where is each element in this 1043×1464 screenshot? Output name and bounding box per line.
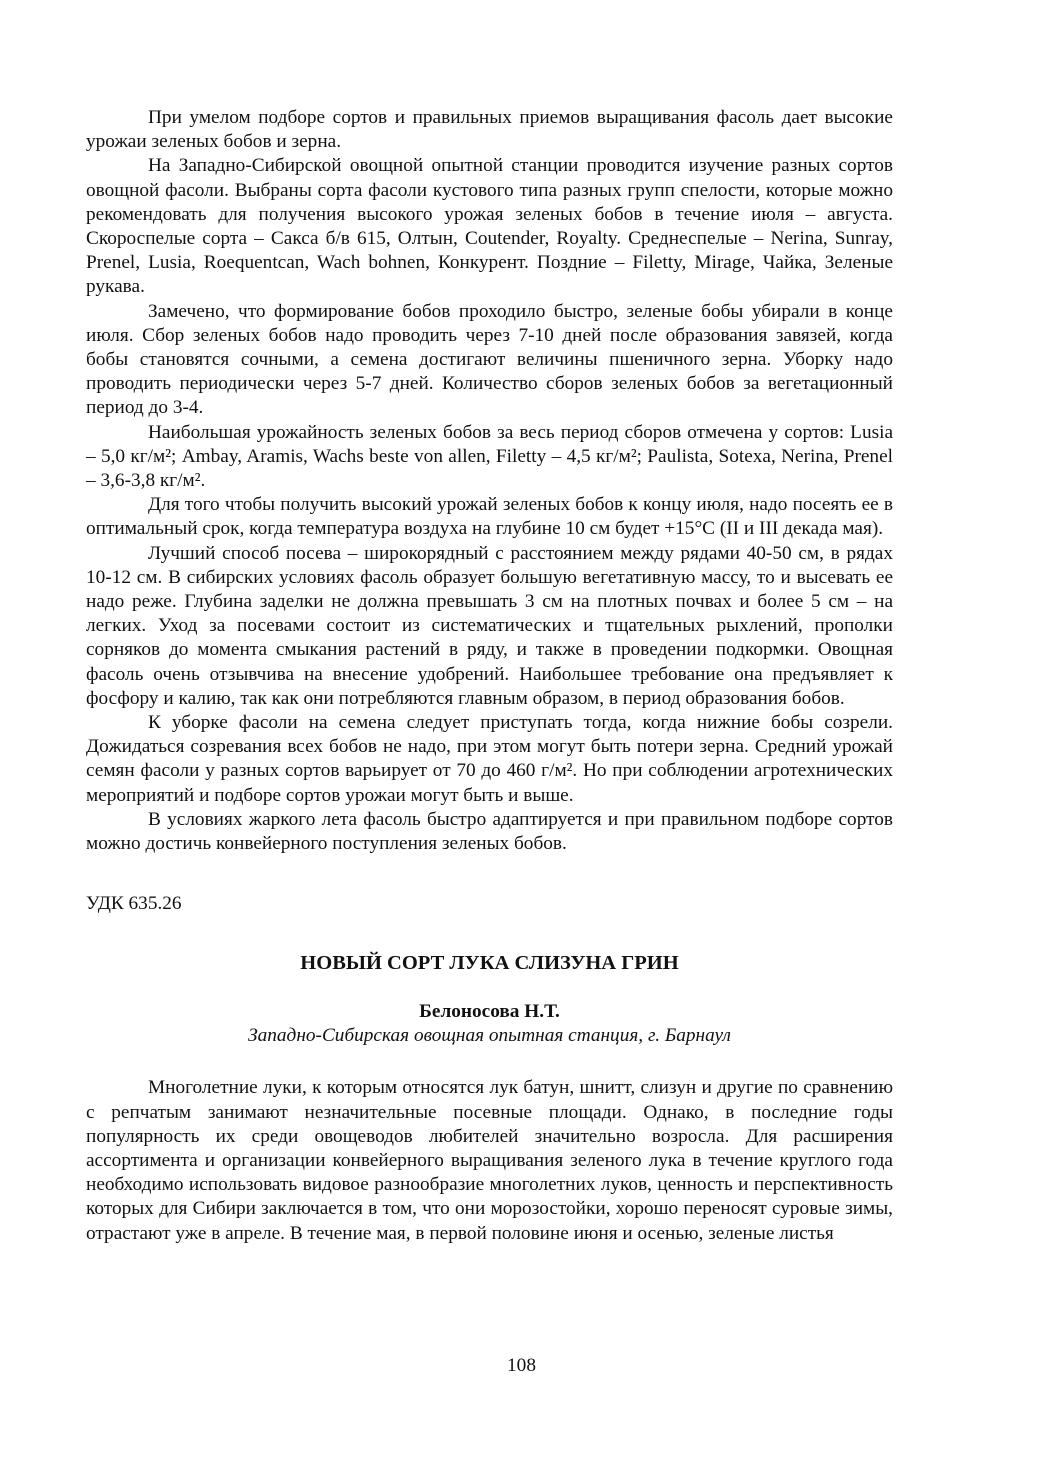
paragraph: Наибольшая урожайность зеленых бобов за весь период сборов отмечена у сортов: Lusia – 5,0 кг/м²; Ambay, Aramis, Wachs beste von allen, Filetty – 4,5 кг/м²; Paulista, Sotexa, Nerina, Prenel – 3,6-3,8 кг/м². [86,421,893,492]
paragraph: Многолетние луки, к которым относятся лук батун, шнитт, слизун и другие по сравнению с репчатым занимают незначительные посевные площади. Однако, в последние годы популярность их среди овощеводов любителей значительно возросла. Для расширения ассортимента и организации конвейерного выращивания зеленого лука в течение круглого года необходимо использовать видовое разнообразие многолетних луков, ценность и перспективность которых для Сибири заключается в том, что они морозостойки, хорошо переносят суровые зимы, отрастают уже в апреле. В течение мая, в первой половине июня и осенью, зеленые листья [86,1077,893,1244]
paragraph: Для того чтобы получить высокий урожай зеленых бобов к концу июля, надо посеять ее в оптимальный срок, когда температура воздуха на глубине 10 см будет +15°С (II и III декада мая). [86,494,893,540]
paragraph: К уборке фасоли на семена следует приступать тогда, когда нижние бобы созрели. Дожидаться созревания всех бобов не надо, при этом могут быть потери зерна. Средний урожай семян фасоли у разных сортов варьирует от 70 до 460 г/м². Но при соблюдении агротехнических мероприятий и подборе сортов урожаи могут быть и выше. [86,712,893,806]
paragraph: В условиях жаркого лета фасоль быстро адаптируется и при правильном подборе сортов можно достичь конвейерного поступления зеленых бобов. [86,808,893,855]
page-content [86,106,893,1246]
spacer [86,1048,893,1076]
paragraph: На Западно-Сибирской овощной опытной станции проводится изучение разных сортов овощной фасоли. Выбраны сорта фасоли кустового типа разных групп спелости, которые можно рекомендовать для получения высокого урожая зеленых бобов в течение июля – августа. Скороспелые сорта – Сакса б/в 615, Олтын, Coutender, Royalty. Среднеспелые – Nerina, Sunray, Prenel, Lusia, Roequentcan, Wach bohnen, Конкурент. Поздние – Filetty, Mirage, Чайка, Зеленые рукава. [86,155,893,298]
page-number: 108 [507,1355,536,1376]
paragraph: Замечено, что формирование бобов проходило быстро, зеленые бобы убирали в конце июля. Сбор зеленых бобов надо проводить через 7-10 дней после образования завязей, когда бобы становятся сочными, а семена достигают величины пшеничного зерна. Уборку надо проводить периодически через 5-7 дней. Количество сборов зеленых бобов за вегетационный период до 3-4. [86,300,893,419]
paragraph: Лучший способ посева – широкорядный с расстоянием между рядами 40-50 см, в рядах 10-12 см. В сибирских условиях фасоль образует большую вегетативную массу, то и высевать ее надо реже. Глубина заделки не должна превышать 3 см на плотных почвах и более 5 см – на легких. Уход за посевами состоит из систематических и тщательных рыхлений, прополки сорняков до момента смыкания растений в ряду, и также в проведении подкормки. Овощная фасоль очень отзывчива на внесение удобрений. Наибольшее требование она предъявляет к фосфору и калию, так как они потребляются главным образом, в период образования бобов. [86,542,893,709]
author-name: Белоносова Н.Т. [419,1001,560,1023]
article-title: НОВЫЙ СОРТ ЛУКА СЛИЗУНА ГРИН [300,952,679,975]
author-affiliation: Западно-Сибирская овощная опытная станция, г. Барнаул [248,1025,731,1047]
udk-code: УДК 635.26 [86,893,182,915]
paragraph: При умелом подборе сортов и правильных приемов выращивания фасоль дает высокие урожаи зеленых бобов и зерна. [86,107,893,153]
